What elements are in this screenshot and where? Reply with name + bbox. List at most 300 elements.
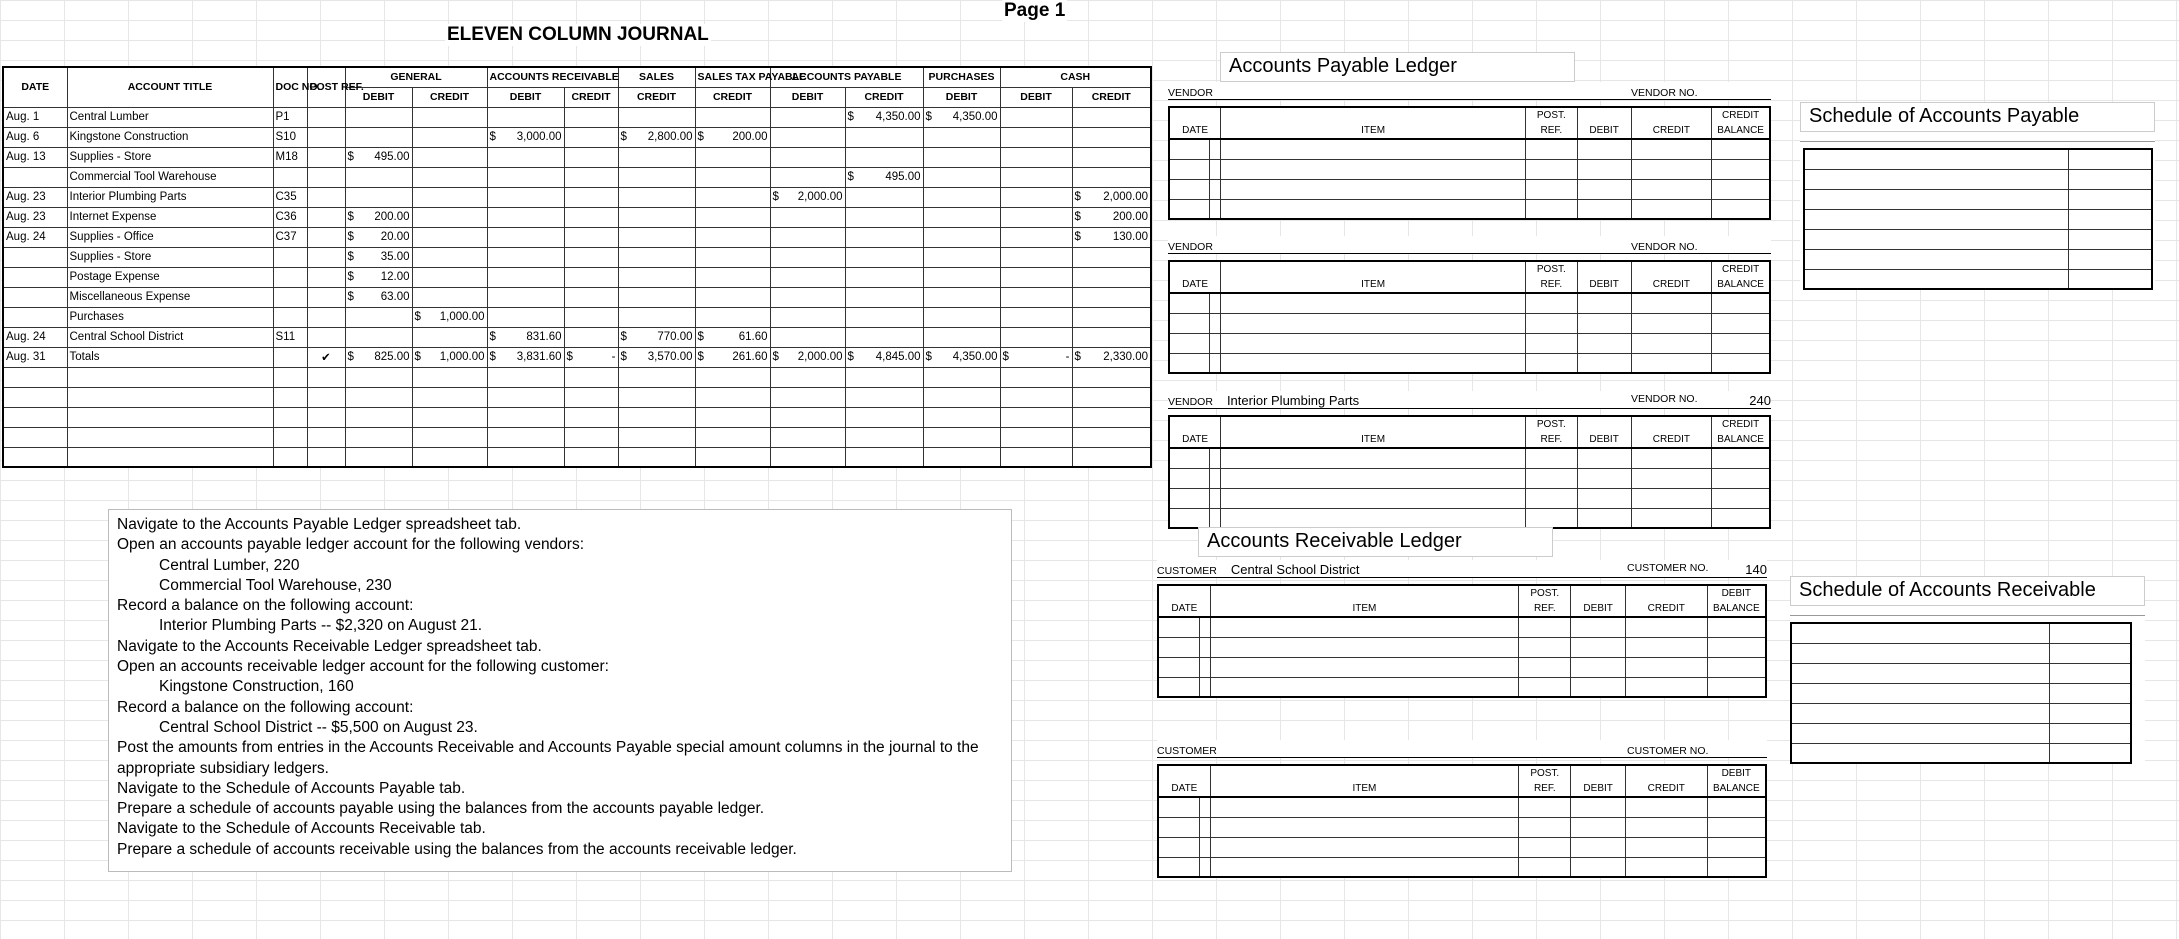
empty-cell[interactable] (273, 407, 307, 427)
ledger-cell[interactable] (1169, 159, 1210, 179)
amount-cell-ard[interactable] (487, 327, 564, 347)
ledger-cell[interactable] (1210, 179, 1221, 199)
amount-cell-arc[interactable] (564, 167, 618, 187)
row-post-ref[interactable] (307, 267, 345, 287)
empty-cell[interactable] (345, 367, 412, 387)
ledger-cell[interactable] (1169, 199, 1210, 219)
ledger-cell[interactable] (1210, 857, 1518, 877)
amount-cell-arc[interactable] (564, 347, 618, 367)
schedule-name-cell[interactable] (1804, 249, 2068, 269)
schedule-amount-cell[interactable] (2068, 149, 2152, 169)
row-doc-no[interactable] (273, 247, 307, 267)
amount-cell-apd[interactable] (770, 307, 845, 327)
amount-cell-pd[interactable] (923, 307, 1000, 327)
schedule-name-cell[interactable] (1804, 209, 2068, 229)
empty-cell[interactable] (1072, 447, 1151, 467)
ledger-cell[interactable] (1625, 617, 1707, 637)
ledger-cell[interactable] (1221, 313, 1526, 333)
ledger-cell[interactable] (1210, 293, 1221, 313)
empty-cell[interactable] (845, 447, 923, 467)
row-account-title[interactable]: Postage Expense (67, 267, 273, 287)
amount-cell-gc[interactable] (412, 167, 487, 187)
ledger-cell[interactable] (1571, 817, 1625, 837)
ledger-cell[interactable] (1169, 353, 1210, 373)
amount-cell-pd[interactable] (923, 267, 1000, 287)
amount-cell-sc[interactable] (618, 167, 695, 187)
empty-cell[interactable] (1000, 427, 1072, 447)
amount-cell-sc[interactable] (618, 227, 695, 247)
ledger-cell[interactable] (1577, 508, 1631, 528)
ledger-cell[interactable] (1712, 468, 1770, 488)
row-post-ref[interactable] (307, 107, 345, 127)
schedule-name-cell[interactable] (1791, 643, 2049, 663)
amount-cell-apd[interactable] (770, 227, 845, 247)
empty-cell[interactable] (1072, 387, 1151, 407)
empty-cell[interactable] (412, 387, 487, 407)
amount-cell-gd[interactable] (345, 327, 412, 347)
empty-cell[interactable] (3, 447, 67, 467)
ledger-cell[interactable] (1199, 657, 1210, 677)
row-doc-no[interactable]: M18 (273, 147, 307, 167)
ledger-cell[interactable] (1712, 333, 1770, 353)
ledger-cell[interactable] (1525, 488, 1577, 508)
amount-cell-sc[interactable] (618, 107, 695, 127)
amount-cell-ard[interactable] (487, 207, 564, 227)
ledger-cell[interactable] (1519, 837, 1571, 857)
row-doc-no[interactable] (273, 307, 307, 327)
amount-cell-cc[interactable] (1072, 207, 1151, 227)
amount-cell-gd[interactable] (345, 167, 412, 187)
schedule-amount-cell[interactable] (2049, 623, 2131, 643)
ledger-cell[interactable] (1625, 837, 1707, 857)
ledger-cell[interactable] (1571, 617, 1625, 637)
amount-cell-ard[interactable] (487, 127, 564, 147)
amount-cell-gd[interactable] (345, 267, 412, 287)
row-date[interactable]: Aug. 24 (3, 227, 67, 247)
amount-cell-sc[interactable] (618, 127, 695, 147)
row-date[interactable]: Aug. 31 (3, 347, 67, 367)
ledger-cell[interactable] (1210, 817, 1518, 837)
row-post-ref[interactable] (307, 287, 345, 307)
ledger-cell[interactable] (1210, 488, 1221, 508)
amount-cell-stc[interactable] (695, 127, 770, 147)
amount-cell-stc[interactable] (695, 327, 770, 347)
amount-cell-cc[interactable] (1072, 267, 1151, 287)
amount-cell-gc[interactable] (412, 107, 487, 127)
empty-cell[interactable] (923, 407, 1000, 427)
ledger-cell[interactable] (1158, 837, 1199, 857)
ledger-cell[interactable] (1712, 353, 1770, 373)
amount-cell-pd[interactable] (923, 127, 1000, 147)
schedule-amount-cell[interactable] (2068, 209, 2152, 229)
row-doc-no[interactable] (273, 167, 307, 187)
account-no[interactable]: 240 (1749, 393, 1771, 408)
amount-cell-stc[interactable] (695, 267, 770, 287)
empty-cell[interactable] (412, 447, 487, 467)
amount-cell-stc[interactable] (695, 287, 770, 307)
ledger-cell[interactable] (1577, 159, 1631, 179)
row-date[interactable] (3, 307, 67, 327)
amount-cell-ard[interactable] (487, 147, 564, 167)
ledger-cell[interactable] (1712, 508, 1770, 528)
ledger-cell[interactable] (1221, 468, 1526, 488)
ledger-cell[interactable] (1707, 657, 1766, 677)
amount-cell-arc[interactable] (564, 127, 618, 147)
row-doc-no[interactable]: C37 (273, 227, 307, 247)
schedule-amount-cell[interactable] (2049, 643, 2131, 663)
row-account-title[interactable]: Totals (67, 347, 273, 367)
empty-cell[interactable] (923, 367, 1000, 387)
empty-cell[interactable] (307, 407, 345, 427)
amount-cell-apd[interactable] (770, 287, 845, 307)
empty-cell[interactable] (923, 447, 1000, 467)
empty-cell[interactable] (3, 387, 67, 407)
ledger-cell[interactable] (1210, 637, 1518, 657)
ledger-cell[interactable] (1210, 313, 1221, 333)
account-no[interactable]: 140 (1745, 562, 1767, 577)
row-account-title[interactable]: Supplies - Store (67, 247, 273, 267)
amount-cell-sc[interactable] (618, 307, 695, 327)
amount-cell-arc[interactable] (564, 147, 618, 167)
schedule-name-cell[interactable] (1791, 703, 2049, 723)
amount-cell-apd[interactable] (770, 107, 845, 127)
amount-cell-cd[interactable] (1000, 327, 1072, 347)
ledger-cell[interactable] (1712, 179, 1770, 199)
ledger-cell[interactable] (1631, 333, 1712, 353)
ledger-cell[interactable] (1221, 293, 1526, 313)
amount-cell-cc[interactable] (1072, 147, 1151, 167)
amount-cell-apd[interactable] (770, 167, 845, 187)
amount-cell-gd[interactable] (345, 307, 412, 327)
schedule-amount-cell[interactable] (2049, 703, 2131, 723)
schedule-name-cell[interactable] (1804, 189, 2068, 209)
ledger-cell[interactable] (1221, 139, 1526, 159)
empty-cell[interactable] (67, 427, 273, 447)
amount-cell-cc[interactable] (1072, 187, 1151, 207)
schedule-amount-cell[interactable] (2068, 249, 2152, 269)
row-account-title[interactable]: Central School District (67, 327, 273, 347)
row-date[interactable]: Aug. 23 (3, 187, 67, 207)
ledger-cell[interactable] (1519, 857, 1571, 877)
ledger-cell[interactable] (1631, 508, 1712, 528)
empty-cell[interactable] (412, 407, 487, 427)
amount-cell-cc[interactable] (1072, 167, 1151, 187)
ledger-cell[interactable] (1625, 797, 1707, 817)
row-date[interactable] (3, 247, 67, 267)
ledger-cell[interactable] (1525, 333, 1577, 353)
account-name[interactable]: Interior Plumbing Parts (1226, 393, 1360, 408)
ledger-cell[interactable] (1199, 637, 1210, 657)
amount-cell-apd[interactable] (770, 187, 845, 207)
amount-cell-gd[interactable] (345, 347, 412, 367)
row-date[interactable]: Aug. 1 (3, 107, 67, 127)
empty-cell[interactable] (273, 427, 307, 447)
amount-cell-apc[interactable] (845, 187, 923, 207)
schedule-name-cell[interactable] (1804, 269, 2068, 289)
ledger-cell[interactable] (1712, 488, 1770, 508)
row-account-title[interactable]: Supplies - Office (67, 227, 273, 247)
empty-cell[interactable] (564, 427, 618, 447)
ledger-cell[interactable] (1221, 199, 1526, 219)
ledger-cell[interactable] (1707, 637, 1766, 657)
ledger-cell[interactable] (1577, 293, 1631, 313)
row-date[interactable] (3, 267, 67, 287)
ledger-cell[interactable] (1712, 313, 1770, 333)
amount-cell-apc[interactable] (845, 307, 923, 327)
amount-cell-arc[interactable] (564, 287, 618, 307)
empty-cell[interactable] (845, 367, 923, 387)
amount-cell-apc[interactable] (845, 247, 923, 267)
ledger-cell[interactable] (1210, 199, 1221, 219)
amount-cell-apc[interactable] (845, 167, 923, 187)
amount-cell-apd[interactable] (770, 147, 845, 167)
ledger-cell[interactable] (1577, 353, 1631, 373)
amount-cell-apc[interactable] (845, 267, 923, 287)
amount-cell-pd[interactable] (923, 167, 1000, 187)
ledger-cell[interactable] (1707, 797, 1766, 817)
account-name[interactable]: Central School District (1230, 562, 1360, 577)
amount-cell-sc[interactable] (618, 147, 695, 167)
empty-cell[interactable] (770, 427, 845, 447)
empty-cell[interactable] (770, 407, 845, 427)
empty-cell[interactable] (487, 427, 564, 447)
ledger-cell[interactable] (1712, 139, 1770, 159)
ledger-cell[interactable] (1519, 637, 1571, 657)
row-account-title[interactable]: Kingstone Construction (67, 127, 273, 147)
amount-cell-pd[interactable] (923, 147, 1000, 167)
empty-cell[interactable] (307, 387, 345, 407)
ledger-cell[interactable] (1712, 159, 1770, 179)
ledger-cell[interactable] (1158, 797, 1199, 817)
ledger-cell[interactable] (1577, 313, 1631, 333)
amount-cell-apd[interactable] (770, 327, 845, 347)
ledger-cell[interactable] (1221, 179, 1526, 199)
row-date[interactable] (3, 167, 67, 187)
row-doc-no[interactable]: C36 (273, 207, 307, 227)
amount-cell-pd[interactable] (923, 287, 1000, 307)
ledger-cell[interactable] (1158, 857, 1199, 877)
row-post-ref[interactable] (307, 307, 345, 327)
ledger-cell[interactable] (1199, 837, 1210, 857)
ledger-cell[interactable] (1221, 353, 1526, 373)
ledger-cell[interactable] (1625, 817, 1707, 837)
amount-cell-stc[interactable] (695, 147, 770, 167)
ledger-cell[interactable] (1571, 637, 1625, 657)
ledger-cell[interactable] (1210, 448, 1221, 468)
ledger-cell[interactable] (1199, 857, 1210, 877)
empty-cell[interactable] (1072, 407, 1151, 427)
ledger-cell[interactable] (1519, 657, 1571, 677)
ledger-cell[interactable] (1525, 508, 1577, 528)
amount-cell-stc[interactable] (695, 107, 770, 127)
amount-cell-apc[interactable] (845, 207, 923, 227)
ledger-cell[interactable] (1571, 797, 1625, 817)
empty-cell[interactable] (695, 447, 770, 467)
amount-cell-gc[interactable] (412, 147, 487, 167)
ledger-cell[interactable] (1712, 448, 1770, 468)
amount-cell-pd[interactable] (923, 327, 1000, 347)
ledger-cell[interactable] (1577, 179, 1631, 199)
amount-cell-ard[interactable] (487, 247, 564, 267)
amount-cell-pd[interactable] (923, 247, 1000, 267)
amount-cell-arc[interactable] (564, 307, 618, 327)
ledger-cell[interactable] (1707, 857, 1766, 877)
amount-cell-sc[interactable] (618, 327, 695, 347)
empty-cell[interactable] (770, 447, 845, 467)
ledger-cell[interactable] (1712, 293, 1770, 313)
ledger-cell[interactable] (1707, 837, 1766, 857)
amount-cell-gd[interactable] (345, 247, 412, 267)
ledger-cell[interactable] (1221, 159, 1526, 179)
empty-cell[interactable] (695, 427, 770, 447)
ledger-cell[interactable] (1210, 797, 1518, 817)
row-date[interactable]: Aug. 6 (3, 127, 67, 147)
amount-cell-cd[interactable] (1000, 307, 1072, 327)
empty-cell[interactable] (618, 367, 695, 387)
schedule-name-cell[interactable] (1791, 683, 2049, 703)
amount-cell-arc[interactable] (564, 267, 618, 287)
row-post-ref[interactable] (307, 147, 345, 167)
ledger-cell[interactable] (1519, 677, 1571, 697)
row-post-ref[interactable] (307, 167, 345, 187)
amount-cell-arc[interactable] (564, 207, 618, 227)
ledger-cell[interactable] (1158, 657, 1199, 677)
ledger-cell[interactable] (1221, 448, 1526, 468)
amount-cell-stc[interactable] (695, 347, 770, 367)
empty-cell[interactable] (412, 367, 487, 387)
ledger-cell[interactable] (1525, 293, 1577, 313)
amount-cell-stc[interactable] (695, 207, 770, 227)
empty-cell[interactable] (3, 407, 67, 427)
empty-cell[interactable] (67, 447, 273, 467)
amount-cell-apc[interactable] (845, 107, 923, 127)
schedule-name-cell[interactable] (1804, 229, 2068, 249)
empty-cell[interactable] (618, 387, 695, 407)
ledger-cell[interactable] (1169, 333, 1210, 353)
empty-cell[interactable] (307, 427, 345, 447)
amount-cell-pd[interactable] (923, 187, 1000, 207)
row-account-title[interactable]: Internet Expense (67, 207, 273, 227)
schedule-name-cell[interactable] (1791, 743, 2049, 763)
row-doc-no[interactable] (273, 347, 307, 367)
empty-cell[interactable] (845, 387, 923, 407)
amount-cell-sc[interactable] (618, 207, 695, 227)
amount-cell-apc[interactable] (845, 287, 923, 307)
ledger-cell[interactable] (1577, 488, 1631, 508)
amount-cell-cd[interactable] (1000, 167, 1072, 187)
schedule-amount-cell[interactable] (2068, 269, 2152, 289)
ledger-cell[interactable] (1519, 617, 1571, 637)
schedule-amount-cell[interactable] (2068, 189, 2152, 209)
ledger-cell[interactable] (1631, 313, 1712, 333)
amount-cell-gd[interactable] (345, 187, 412, 207)
ledger-cell[interactable] (1631, 159, 1712, 179)
ledger-cell[interactable] (1571, 677, 1625, 697)
empty-cell[interactable] (3, 427, 67, 447)
empty-cell[interactable] (273, 367, 307, 387)
ledger-cell[interactable] (1631, 179, 1712, 199)
row-doc-no[interactable]: P1 (273, 107, 307, 127)
row-post-ref[interactable] (307, 247, 345, 267)
amount-cell-pd[interactable] (923, 107, 1000, 127)
amount-cell-apd[interactable] (770, 127, 845, 147)
ledger-cell[interactable] (1199, 797, 1210, 817)
row-account-title[interactable]: Supplies - Store (67, 147, 273, 167)
ledger-cell[interactable] (1625, 857, 1707, 877)
empty-cell[interactable] (845, 427, 923, 447)
amount-cell-cc[interactable] (1072, 347, 1151, 367)
empty-cell[interactable] (1000, 387, 1072, 407)
amount-cell-cd[interactable] (1000, 227, 1072, 247)
amount-cell-cd[interactable] (1000, 347, 1072, 367)
amount-cell-sc[interactable] (618, 267, 695, 287)
amount-cell-apc[interactable] (845, 327, 923, 347)
amount-cell-cc[interactable] (1072, 287, 1151, 307)
empty-cell[interactable] (487, 447, 564, 467)
amount-cell-ard[interactable] (487, 347, 564, 367)
ledger-cell[interactable] (1210, 159, 1221, 179)
row-post-ref[interactable]: ✔ (307, 347, 345, 367)
ledger-cell[interactable] (1210, 837, 1518, 857)
empty-cell[interactable] (487, 367, 564, 387)
ledger-cell[interactable] (1525, 199, 1577, 219)
empty-cell[interactable] (273, 387, 307, 407)
empty-cell[interactable] (307, 367, 345, 387)
amount-cell-gc[interactable] (412, 267, 487, 287)
ledger-cell[interactable] (1631, 353, 1712, 373)
empty-cell[interactable] (695, 407, 770, 427)
ledger-cell[interactable] (1169, 468, 1210, 488)
empty-cell[interactable] (345, 427, 412, 447)
row-account-title[interactable]: Interior Plumbing Parts (67, 187, 273, 207)
row-doc-no[interactable]: C35 (273, 187, 307, 207)
ledger-cell[interactable] (1631, 488, 1712, 508)
amount-cell-arc[interactable] (564, 187, 618, 207)
amount-cell-gc[interactable] (412, 347, 487, 367)
amount-cell-cc[interactable] (1072, 227, 1151, 247)
ledger-cell[interactable] (1169, 139, 1210, 159)
amount-cell-sc[interactable] (618, 247, 695, 267)
schedule-amount-cell[interactable] (2049, 723, 2131, 743)
ledger-cell[interactable] (1712, 199, 1770, 219)
ledger-cell[interactable] (1169, 179, 1210, 199)
amount-cell-cc[interactable] (1072, 127, 1151, 147)
empty-cell[interactable] (923, 387, 1000, 407)
amount-cell-gd[interactable] (345, 107, 412, 127)
amount-cell-cc[interactable] (1072, 107, 1151, 127)
ledger-cell[interactable] (1571, 857, 1625, 877)
ledger-cell[interactable] (1199, 677, 1210, 697)
empty-cell[interactable] (564, 387, 618, 407)
ledger-cell[interactable] (1210, 508, 1221, 528)
ledger-cell[interactable] (1571, 657, 1625, 677)
amount-cell-cd[interactable] (1000, 187, 1072, 207)
row-doc-no[interactable] (273, 267, 307, 287)
row-date[interactable] (3, 287, 67, 307)
amount-cell-stc[interactable] (695, 307, 770, 327)
amount-cell-sc[interactable] (618, 347, 695, 367)
ledger-cell[interactable] (1199, 817, 1210, 837)
amount-cell-cd[interactable] (1000, 287, 1072, 307)
amount-cell-arc[interactable] (564, 107, 618, 127)
ledger-cell[interactable] (1210, 333, 1221, 353)
ledger-cell[interactable] (1158, 617, 1199, 637)
amount-cell-gc[interactable] (412, 247, 487, 267)
schedule-amount-cell[interactable] (2049, 743, 2131, 763)
empty-cell[interactable] (564, 447, 618, 467)
amount-cell-gc[interactable] (412, 287, 487, 307)
amount-cell-pd[interactable] (923, 227, 1000, 247)
